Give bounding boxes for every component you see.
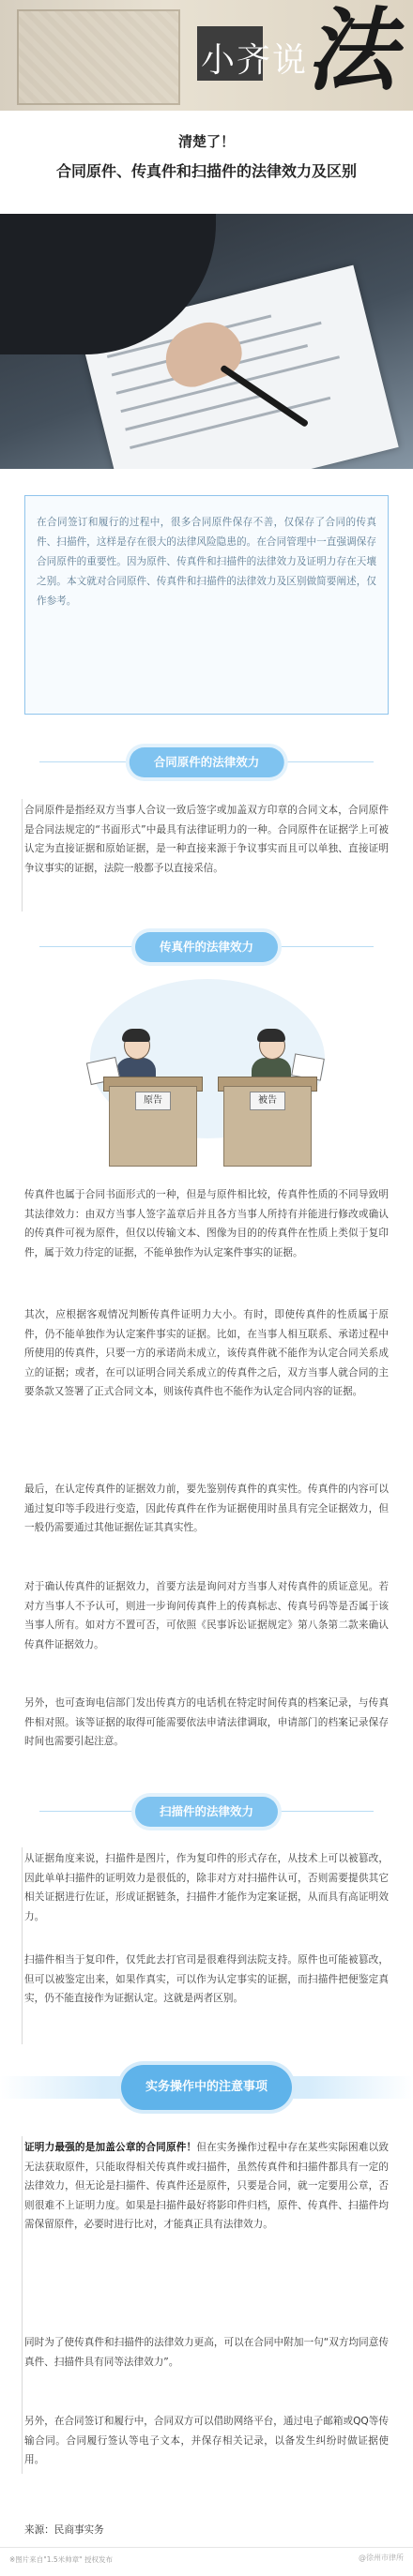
original-paragraph: 合同原件是指经双方当事人合议一致后签字或加盖双方印章的合同文本，合同原件是合同法规定的“书面形式”中最具有法律证明力的一种。合同原件在证据学上可被认定为直接证据和原始证据，是一种直接来源于争议事实而且可以单独、直接证明争议事实的证据，法院一般都予以直接采信。 <box>24 805 389 874</box>
section-title-original: 合同原件的法律效力 <box>130 747 284 777</box>
fax-paragraph-2: 其次，应根据客观情况判断传真件证明力大小。有时，即使传真件的性质属于原件，仍不能单独作为认定案件事实的证据。比如，在当事人相互联系、承诺过程中所使用的传真件，只要一方的承诺尚未成立，该传真件就不能作为认定合同关系成立的证据；或者，在可以证明合同关系成立的传真件之后，双方当事人就合同的主要条款又签署了正式合同文本，则该传真件也不能作为认定合同内容的证据。 <box>24 1309 389 1397</box>
divider <box>22 2136 23 2474</box>
banner-ornament <box>17 9 180 105</box>
intro-box <box>24 495 389 715</box>
section-header-original <box>0 744 413 781</box>
scan-paragraph-2: 扫描件相当于复印件，仅凭此去打官司是很难得到法院支持。原件也可能被篡改，但可以被鉴定出来，如果作真实，可以作为认定事实的证据，而扫描件把便鉴定真实，仍不能直接作为证据认定。这就是两者区别。 <box>24 1954 389 2004</box>
banner-small-text: 小齐说 <box>201 41 309 80</box>
divider <box>22 799 23 911</box>
practice-key-sentence: 证明力最强的是加盖公章的合同原件！ <box>24 2142 197 2153</box>
fax-paragraph-3: 最后，在认定传真件的证据效力前，要先鉴别传真件的真实性。传真件的内容可以通过复印等手段进行变造，因此传真件在作为证据使用时虽具有完全证据效力，但一般仍需要通过其他证据佐证其真实性。 <box>24 1484 389 1533</box>
section-header-practice <box>0 2063 413 2112</box>
section-title-scan: 扫描件的法律效力 <box>135 1797 278 1827</box>
headline-line2: 合同原件、传真件和扫描件的法律效力及区别 <box>55 162 357 180</box>
practice-paragraph-2: 同时为了使传真件和扫描件的法律效力更高，可以在合同中附加一句“双方均同意传真件、扫描件具有同等法律效力”。 <box>24 2337 389 2368</box>
practice-paragraph-1-rest: 但在实务操作过程中存在某些实际困难以致无法获取原件，只能取得相关传真件或扫描件，虽然传真件和扫描件都具有一定的法律效力，但无论是扫描件、传真件还是原件，只要是合同，就一定要用公章，否则很难不上证明力度。如果是扫描件最好将影印件归档，原件、传真件、扫描件均需保留原件，必要时进行比对，才能真正具有法律效力。 <box>24 2142 389 2230</box>
banner-big-text: 法 <box>306 0 396 103</box>
banner <box>0 0 413 111</box>
practice-paragraph-3: 另外，在合同签订和履行中，合同双方可以借助网络平台，通过电子邮箱或QQ等传输合同。合同履行签认等电子文本，并保存相关记录，以备发生纠纷时做证据使用。 <box>24 2416 389 2465</box>
section-header-scan <box>0 1793 413 1830</box>
source-credit: 来源：民商事实务 <box>24 2524 104 2536</box>
footer-divider <box>0 2547 413 2548</box>
watermark: @徐州市律所 <box>359 2553 404 2562</box>
section-title-practice: 实务操作中的注意事项 <box>121 2065 292 2110</box>
section-header-fax <box>0 928 413 966</box>
signing-photo <box>0 214 413 469</box>
section-title-fax: 传真件的法律效力 <box>135 932 278 962</box>
defendant-sign: 被告 <box>250 1092 285 1110</box>
practice-paragraph-1 <box>24 2138 389 2235</box>
divider <box>22 1847 23 2044</box>
scan-paragraph-1: 从证据角度来说，扫描件是图片，作为复印件的形式存在，从技术上可以被篡改，因此单单扫描件的证明效力是很低的，除非对方对扫描件认可，否则需要提供其它相关证据进行佐证，形成证据链条，扫描件才能作为定案证据，从而具有高证明效力。 <box>24 1853 389 1922</box>
plaintiff-sign: 原告 <box>135 1092 171 1110</box>
fax-paragraph-4: 对于确认传真件的证据效力，首要方法是询问对方当事人对传真件的质证意见。若对方当事人不予认可，则进一步询问传真件上的传真标志、传真号码等是否属于该当事人所有。如对方不置可否，可依照《民事诉讼证据规定》第八条第二款来确认传真件证据效力。 <box>24 1581 389 1650</box>
intro-text: 在合同签订和履行的过程中，很多合同原件保存不善，仅保存了合同的传真件、扫描件，这样是存在很大的法律风险隐患的。在合同管理中一直强调保存合同原件的重要性。因为原件、传真件和扫描件的法律效力及证明力存在天壤之别。本文就对合同原件、传真件和扫描件的法律效力及区别做简要阐述，仅作参考。 <box>37 517 376 607</box>
image-credit-note: ※图片来自"1.5米帅章" 授权发布 <box>9 2555 113 2564</box>
courtroom-illustration <box>71 973 342 1174</box>
fax-paragraph-1: 传真件也属于合同书面形式的一种，但是与原件相比较，传真件性质的不同导致明其法律效力：由双方当事人签字盖章后并且各方当事人所持有并能进行修改或确认的传真件可视为原件，但仅以传输文本、图像为目的的传真件在性质上类似于复印件，属于效力待定的证据，不能单独作为认定案件事实的证据。 <box>24 1189 389 1258</box>
fax-paragraph-5: 另外，也可查询电信部门发出传真方的电话机在特定时间传真的档案记录，与传真件相对照。该等证据的取得可能需要依法申请法律调取，申请部门的档案记录保存时间也需要引起注意。 <box>24 1697 389 1747</box>
headline-line1: 清楚了！ <box>177 133 235 150</box>
